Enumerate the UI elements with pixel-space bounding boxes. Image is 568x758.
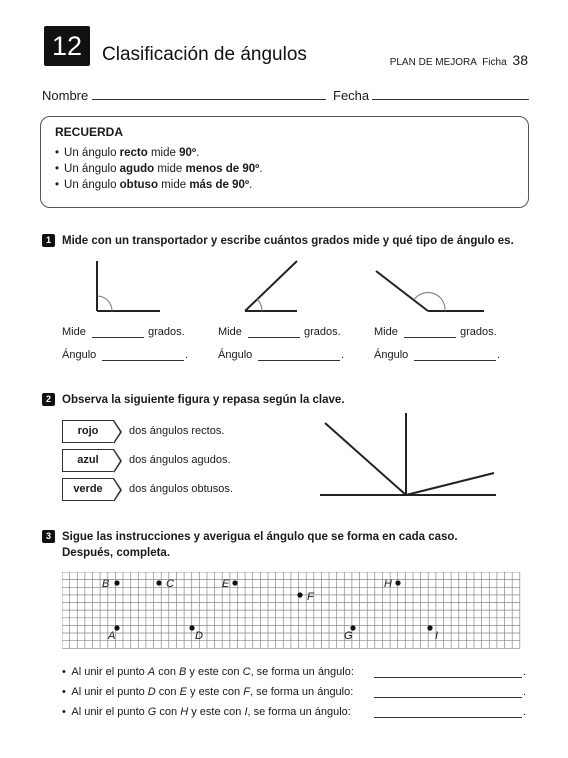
answer-end-1: . (523, 666, 527, 678)
key-tag-azul (62, 449, 114, 472)
dot-1: . (185, 349, 189, 361)
ficha-number: 38 (512, 52, 528, 68)
grid-figure[interactable] (62, 572, 524, 650)
obtuse-angle-figure (376, 271, 484, 311)
question-3-text-line2: Después, completa. (62, 547, 171, 559)
question-3-number: 3 (42, 530, 55, 543)
question-1-text: Mide con un transportador y escribe cuántos grados mide y qué tipo de ángulo es. (62, 235, 514, 247)
sentence-3: • Al unir el punto G con H y este con I, se forma un ángulo: (62, 706, 351, 718)
point-label-g: G (344, 630, 353, 642)
ficha-label: Ficha (482, 57, 507, 68)
question-3-text-line1: Sigue las instrucciones y averigua el ángulo que se forma en cada caso. (62, 531, 458, 543)
question-2-text: Observa la siguiente figura y repasa según la clave. (62, 394, 345, 406)
plan-text: PLAN DE MEJORA (389, 57, 477, 68)
answer-field-2[interactable] (374, 697, 522, 698)
angulo-label-3: Ángulo (374, 349, 409, 361)
recuerda-title: RECUERDA (55, 125, 124, 139)
sheet-number: 12 (44, 26, 90, 66)
point-b (114, 580, 119, 585)
acute-angle-figure (245, 261, 297, 311)
figure-line-diagonal-right (406, 473, 494, 495)
key-tag-rojo (62, 420, 114, 443)
mide-row-3: Mide (374, 326, 398, 338)
angle-type-field-3[interactable] (414, 360, 496, 361)
key-tag-verde (62, 478, 114, 501)
dot-2: . (341, 349, 345, 361)
point-e (232, 580, 237, 585)
point-label-f: F (307, 591, 314, 603)
angle-figures (0, 0, 568, 320)
date-label: Fecha (333, 88, 370, 103)
angulo-label-2: Ángulo (218, 349, 253, 361)
sentence-2: • Al unir el punto D con E y este con F, se forma un ángulo: (62, 686, 354, 698)
recuerda-item: • Un ángulo recto mide 90º. (55, 145, 514, 161)
point-label-d: D (195, 630, 203, 642)
page-title: Clasificación de ángulos (102, 44, 307, 65)
point-label-c: C (166, 578, 174, 590)
point-label-e: E (222, 578, 230, 590)
sentence-1: • Al unir el punto A con B y este con C, se forma un ángulo: (62, 666, 354, 678)
point-i (427, 625, 432, 630)
answer-end-2: . (523, 686, 527, 698)
grados-label-2: grados. (304, 326, 341, 338)
point-label-h: H (384, 578, 392, 590)
key-desc-azul: dos ángulos agudos. (129, 454, 231, 466)
question-1-number: 1 (42, 234, 55, 247)
angle-type-field-1[interactable] (102, 360, 184, 361)
degrees-field-2[interactable] (248, 337, 300, 338)
point-f (297, 592, 302, 597)
mide-row-1: Mide (62, 326, 86, 338)
recuerda-item: • Un ángulo agudo mide menos de 90º. (55, 161, 514, 177)
figure-line-diagonal-left (325, 423, 406, 495)
question-2-number: 2 (42, 393, 55, 406)
degrees-field-3[interactable] (404, 337, 456, 338)
right-angle-figure (97, 261, 160, 311)
degrees-field-1[interactable] (92, 337, 144, 338)
key-color-label: azul (62, 449, 114, 472)
point-label-a: A (108, 630, 116, 642)
mide-row-2: Mide (218, 326, 242, 338)
answer-end-3: . (523, 706, 527, 718)
point-label-b: B (102, 578, 110, 590)
grados-label-1: grados. (148, 326, 185, 338)
key-color-label: verde (62, 478, 114, 501)
key-desc-verde: dos ángulos obtusos. (129, 483, 233, 495)
angle-type-field-2[interactable] (258, 360, 340, 361)
recuerda-item: • Un ángulo obtuso mide más de 90º. (55, 177, 514, 193)
key-desc-rojo: dos ángulos rectos. (129, 425, 225, 437)
point-label-i: I (435, 630, 439, 642)
point-h (395, 580, 400, 585)
grados-label-3: grados. (460, 326, 497, 338)
answer-field-3[interactable] (374, 717, 522, 718)
key-color-label: rojo (62, 420, 114, 443)
answer-field-1[interactable] (374, 677, 522, 678)
dot-3: . (497, 349, 501, 361)
point-d (189, 625, 194, 630)
angulo-label-1: Ángulo (62, 349, 97, 361)
name-label: Nombre (42, 88, 89, 103)
point-c (156, 580, 161, 585)
angle-figure-q2[interactable] (310, 408, 510, 508)
